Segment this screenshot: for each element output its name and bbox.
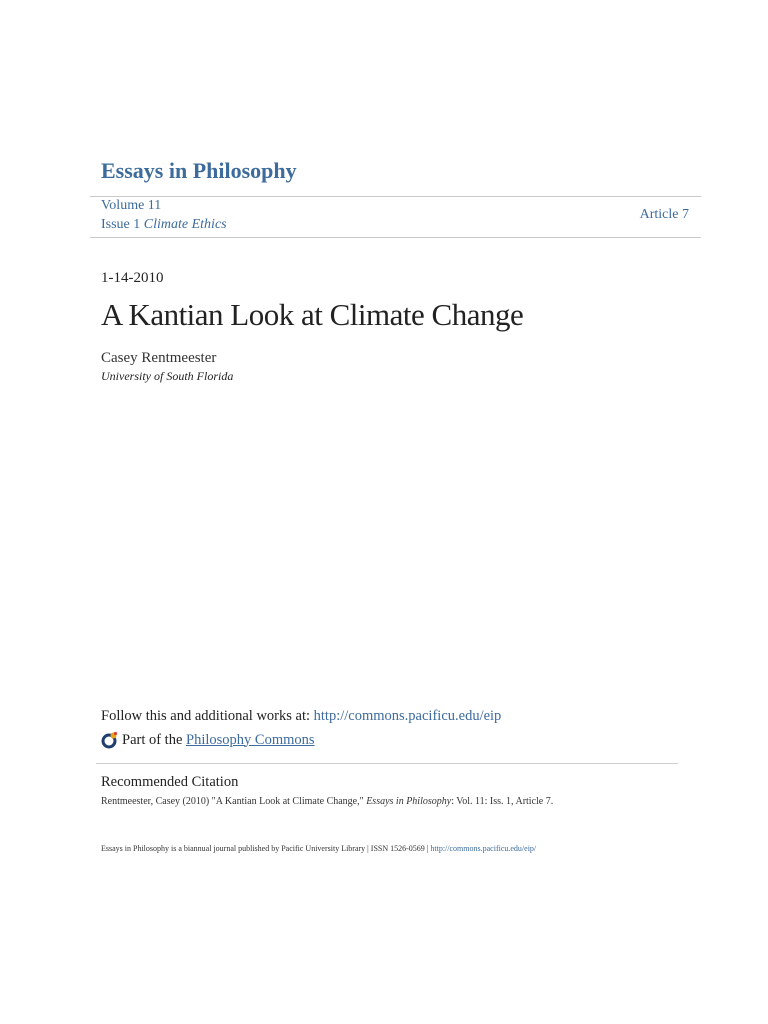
issue-prefix: Issue 1 (101, 217, 141, 232)
citation-heading: Recommended Citation (101, 774, 239, 790)
bepress-commons-icon (101, 731, 119, 749)
header-rule-bottom (90, 237, 701, 238)
issue-name: Climate Ethics (143, 217, 227, 232)
follow-label: Follow this and additional works at: (101, 708, 314, 724)
part-of-line (101, 731, 315, 749)
citation-text-post: : Vol. 11: Iss. 1, Article 7. (451, 796, 554, 807)
article-link[interactable]: Article 7 (639, 207, 689, 222)
follow-line (101, 708, 501, 725)
author-affiliation: University of South Florida (101, 369, 234, 383)
volume-link[interactable]: Volume 11 (101, 198, 162, 213)
philosophy-commons-link[interactable]: Philosophy Commons (186, 731, 315, 748)
author-name: Casey Rentmeester (101, 350, 217, 366)
issue-link[interactable] (101, 217, 227, 233)
footer-text: Essays in Philosophy is a biannual journal published by Pacific University Library | ISSN 1526-0569 | (101, 844, 431, 853)
footer-line (101, 844, 536, 853)
journal-title[interactable]: Essays in Philosophy (101, 158, 297, 183)
article-title: A Kantian Look at Climate Change (101, 297, 524, 332)
header-rule-top (90, 196, 701, 197)
citation-text-pre: Rentmeester, Casey (2010) "A Kantian Look at Climate Change," (101, 796, 367, 807)
part-of-label: Part of the (122, 731, 183, 748)
citation-text (101, 796, 553, 807)
citation-rule (96, 763, 678, 764)
follow-url-link[interactable]: http://commons.pacificu.edu/eip (313, 708, 502, 724)
footer-url-link[interactable]: http://commons.pacificu.edu/eip/ (430, 844, 537, 853)
citation-journal: Essays in Philosophy (366, 796, 452, 807)
publication-date: 1-14-2010 (101, 270, 164, 286)
